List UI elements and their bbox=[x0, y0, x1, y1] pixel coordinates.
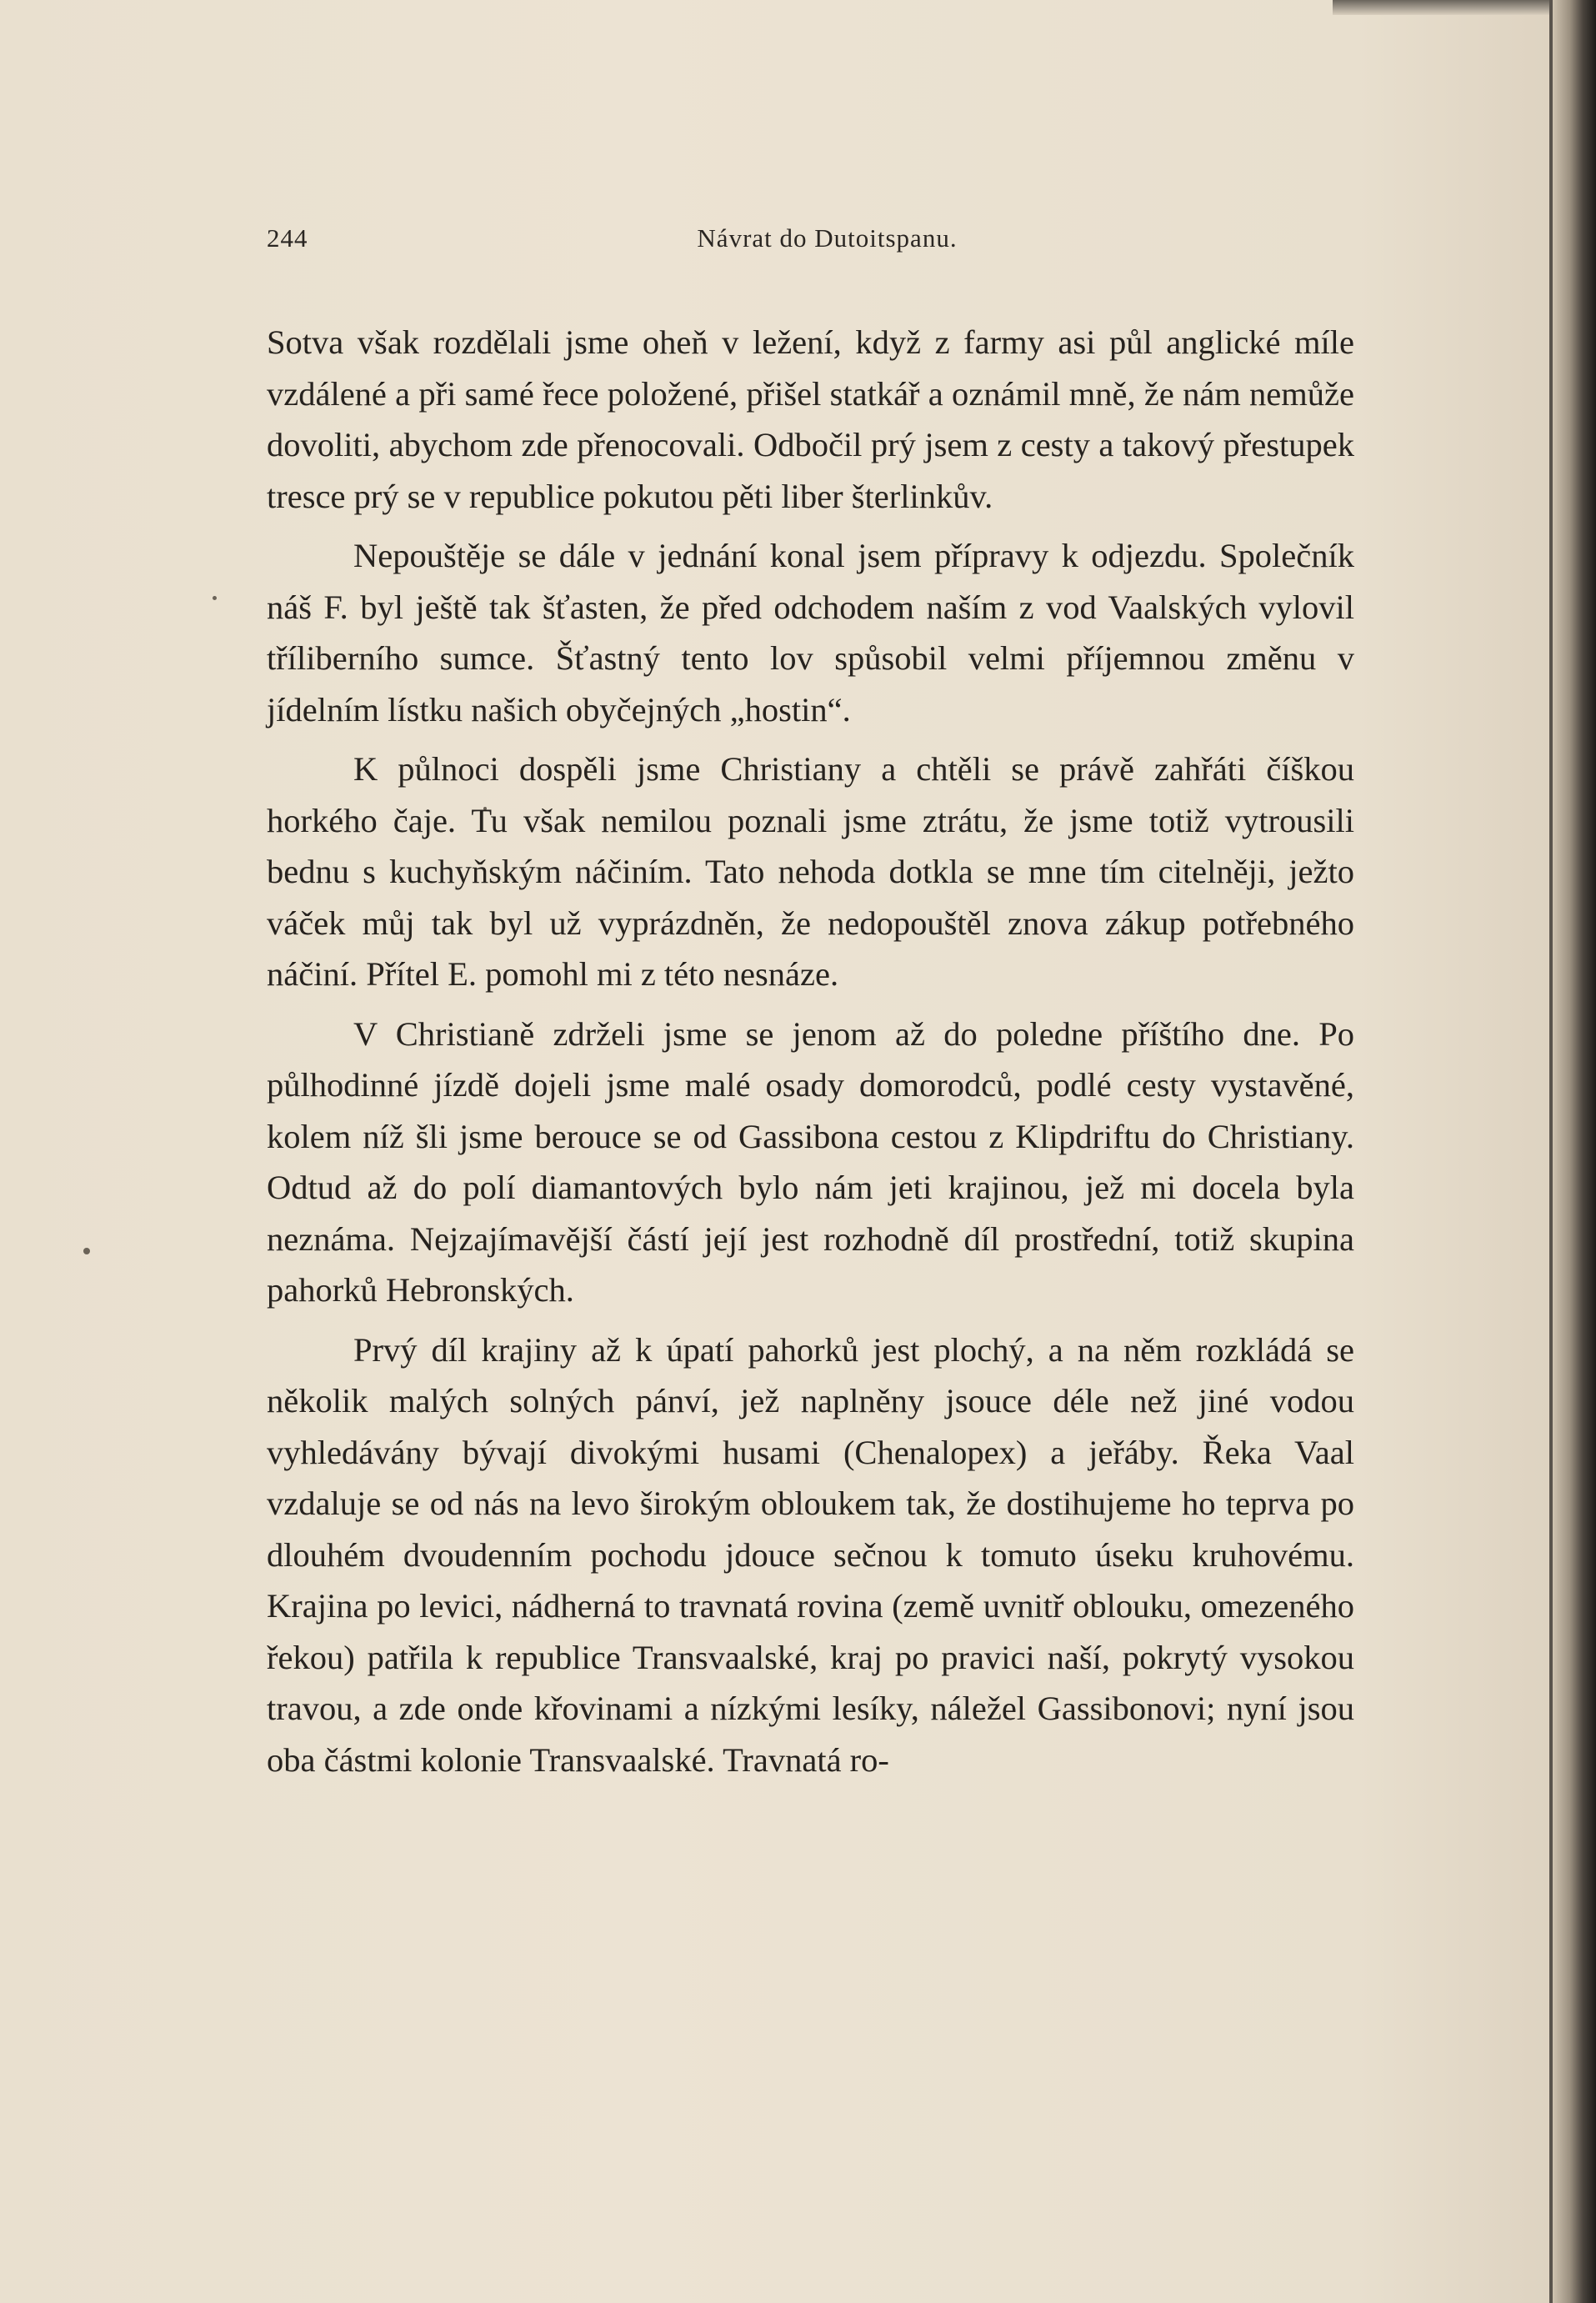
book-binding-edge bbox=[1553, 0, 1596, 2303]
paper-speck bbox=[83, 1248, 90, 1254]
paragraph-3: K půlnoci dospěli jsme Christiany a chtěli se právě zahřáti číškou horkého čaje. Tu však nemilou poznali jsme ztrátu, že jsme totiž vytrousili bednu s kuchyňským náčiním. Tato nehoda dotkla se mne tím citelněji, ježto váček můj tak byl už vyprázdněn, že nedopouštěl znova zákup potřebného náčiní. Přítel E. pomohl mi z této nesnáze. bbox=[267, 750, 1354, 993]
paragraph-5: Prvý díl krajiny až k úpatí pahorků jest plochý, a na něm rozkládá se několik malých solných pánví, jež naplněny jsouce déle než jiné vodou vyhledávány bývají divokými husami (Chenalopex) a jeřáby. Řeka Vaal vzdaluje se od nás na levo širokým obloukem tak, že dostihujeme ho teprva po dlouhém dvoudenním pochodu jdouce sečnou k tomuto úseku kruhovému. Krajina po levici, nádherná to travnatá rovina (země uvnitř oblouku, omezeného řekou) patřila k republice Transvaalské, kraj po pravici naší, pokrytý vysokou travou, a zde onde křovinami a nízkými lesíky, náležel Gassibonovi; nyní jsou oba částmi kolonie Transvaalské. Travnatá ro- bbox=[267, 1330, 1354, 1779]
page-top-edge-shadow bbox=[1333, 0, 1549, 15]
paragraph-4: V Christianě zdrželi jsme se jenom až do poledne příštího dne. Po půlhodinné jízdě dojeli jsme malé osady domorodců, podlé cesty vystavěné, kolem níž šli jsme berouce se od Gassibona cestou z Klipdriftu do Christiany. Odtud až do polí diamantových bylo nám jeti krajinou, jež mi docela byla neznáma. Nejzajímavější částí její jest rozhodně díl prostřední, totiž skupina pahorků Hebronských. bbox=[267, 1014, 1354, 1309]
body-text bbox=[267, 317, 1354, 1785]
paper-speck bbox=[213, 596, 217, 600]
paragraph-1: Sotva však rozdělali jsme oheň v ležení, když z farmy asi půl anglické míle vzdálené a při samé řece položené, přišel statkář a oznámil mně, že nám nemůže dovoliti, abychom zde přenocovali. Odbočil prý jsem z cesty a takový přestupek tresce prý se v republice pokutou pěti liber šterlinkův. bbox=[267, 323, 1354, 515]
page-content bbox=[267, 223, 1354, 1794]
paragraph-2: Nepouštěje se dále v jednání konal jsem přípravy k odjezdu. Společník náš F. byl ještě tak šťasten, že před odchodem naším z vod Vaalských vylovil tříliberního sumce. Šťastný tento lov spůsobil velmi příjemnou změnu v jídelním lístku našich obyčejných „hostin“. bbox=[267, 537, 1354, 728]
page-number: 244 bbox=[267, 223, 308, 253]
running-title: Návrat do Dutoitspanu. bbox=[697, 223, 958, 253]
running-head bbox=[267, 223, 1354, 262]
